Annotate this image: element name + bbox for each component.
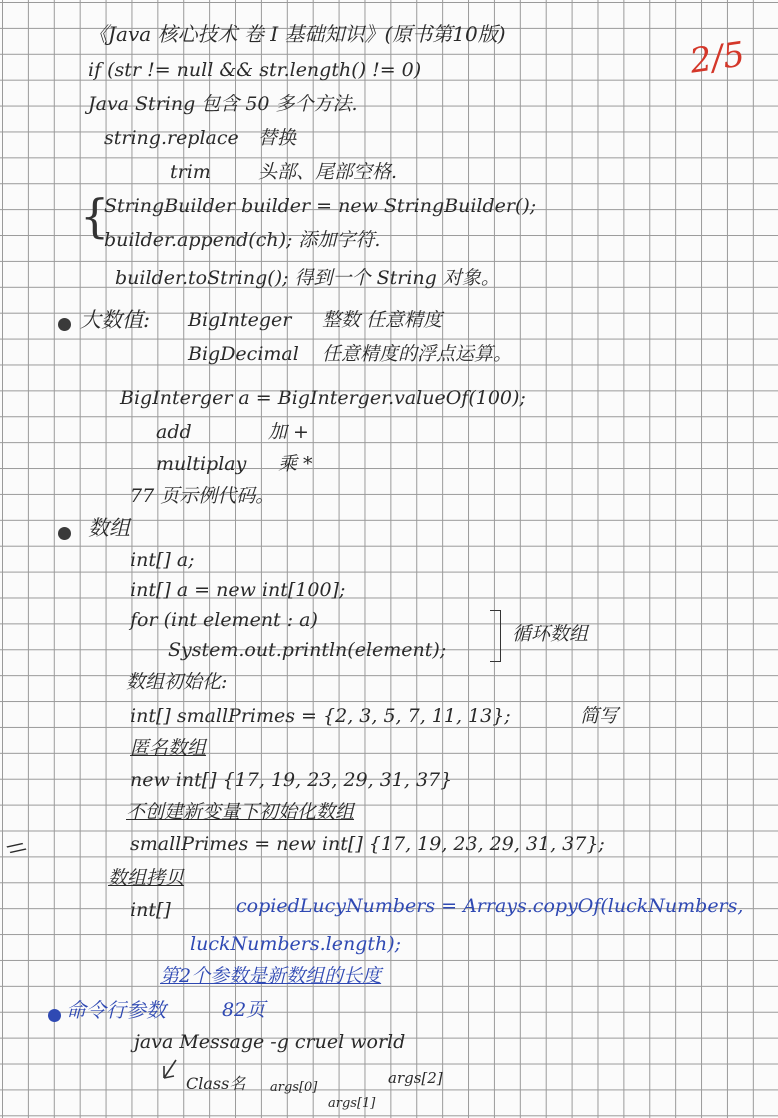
string-replace-code: string.replace <box>104 127 239 149</box>
biginteger-code: BigInteger <box>188 309 292 331</box>
args0-label: args[0] <box>270 1080 318 1095</box>
bullet-dot <box>58 527 71 540</box>
class-name-label: Class名 <box>186 1074 246 1093</box>
copyof-length-code: luckNumbers.length); <box>190 933 402 955</box>
biginteger-valueof-code: BigInterger a = BigInterger.valueOf(100); <box>120 387 526 409</box>
example-code-page-note: 77 页示例代码。 <box>130 485 275 507</box>
cmdline-page-note: 82页 <box>222 999 266 1021</box>
trim-note: 头部、尾部空格. <box>258 161 398 183</box>
trim-code: trim <box>170 161 211 183</box>
smallprimes-reinit-code: smallPrimes = new int[] {17, 19, 23, 29, 31, 37}; <box>130 833 605 855</box>
bigdecimal-note: 任意精度的浮点运算。 <box>322 343 513 365</box>
left-brace: { <box>80 189 110 243</box>
array-decl-code: int[] a; <box>130 549 195 571</box>
big-number-heading: 大数值: <box>80 308 151 332</box>
stringbuilder-code: StringBuilder builder = new StringBuilder(); <box>104 195 537 217</box>
array-copy-heading: 数组拷贝 <box>108 867 185 889</box>
bullet-dot <box>48 1009 61 1022</box>
for-each-code: for (int element : a) <box>130 609 318 631</box>
bullet-dot <box>58 318 71 331</box>
copyof-code: copiedLucyNumbers = Arrays.copyOf(luckNumbers, <box>236 895 744 917</box>
page-number-mark: 2/5 <box>687 34 748 82</box>
add-code: add <box>156 421 192 443</box>
string-replace-note: 替换 <box>258 127 297 149</box>
builder-tostring-code: builder.toString(); 得到一个 String 对象。 <box>115 267 500 289</box>
println-code: System.out.println(element); <box>168 639 447 661</box>
array-init-heading: 数组初始化: <box>126 671 228 693</box>
cmdline-args-heading: 命令行参数 <box>66 998 166 1022</box>
multiplay-code: multiplay <box>156 453 247 475</box>
smallprimes-code: int[] smallPrimes = {2, 3, 5, 7, 11, 13}; <box>130 705 511 727</box>
bigdecimal-code: BigDecimal <box>188 343 299 365</box>
margin-mark: // <box>3 836 30 860</box>
biginteger-note: 整数 任意精度 <box>322 309 443 331</box>
args2-label: args[2] <box>388 1069 443 1087</box>
anonymous-array-heading: 匿名数组 <box>130 737 207 759</box>
copyof-param-note: 第2个参数是新数组的长度 <box>160 965 382 987</box>
multiplay-note: 乘 * <box>278 453 313 475</box>
builder-append-code: builder.append(ch); 添加字符. <box>104 229 381 251</box>
args1-label: args[1] <box>328 1096 376 1111</box>
copy-int-array-code: int[] <box>130 899 171 921</box>
loop-array-note: 循环数组 <box>512 623 589 645</box>
loop-bracket <box>490 610 501 662</box>
shorthand-note: 简写 <box>580 705 619 727</box>
code-if-check: if (str != null && str.length() != 0) <box>88 59 422 81</box>
reinit-array-note: 不创建新变量下初始化数组 <box>126 801 355 823</box>
string-methods-note: Java String 包含 50 多个方法. <box>88 93 358 115</box>
book-title-line: 《Java 核心技术 卷 I 基础知识》(原书第10版) <box>88 22 506 46</box>
java-message-command: java Message -g cruel world <box>134 1031 406 1053</box>
array-new-code: int[] a = new int[100]; <box>130 579 346 601</box>
anonymous-array-code: new int[] {17, 19, 23, 29, 31, 37} <box>130 769 453 791</box>
add-note: 加 + <box>268 421 309 443</box>
array-heading: 数组 <box>88 516 130 540</box>
